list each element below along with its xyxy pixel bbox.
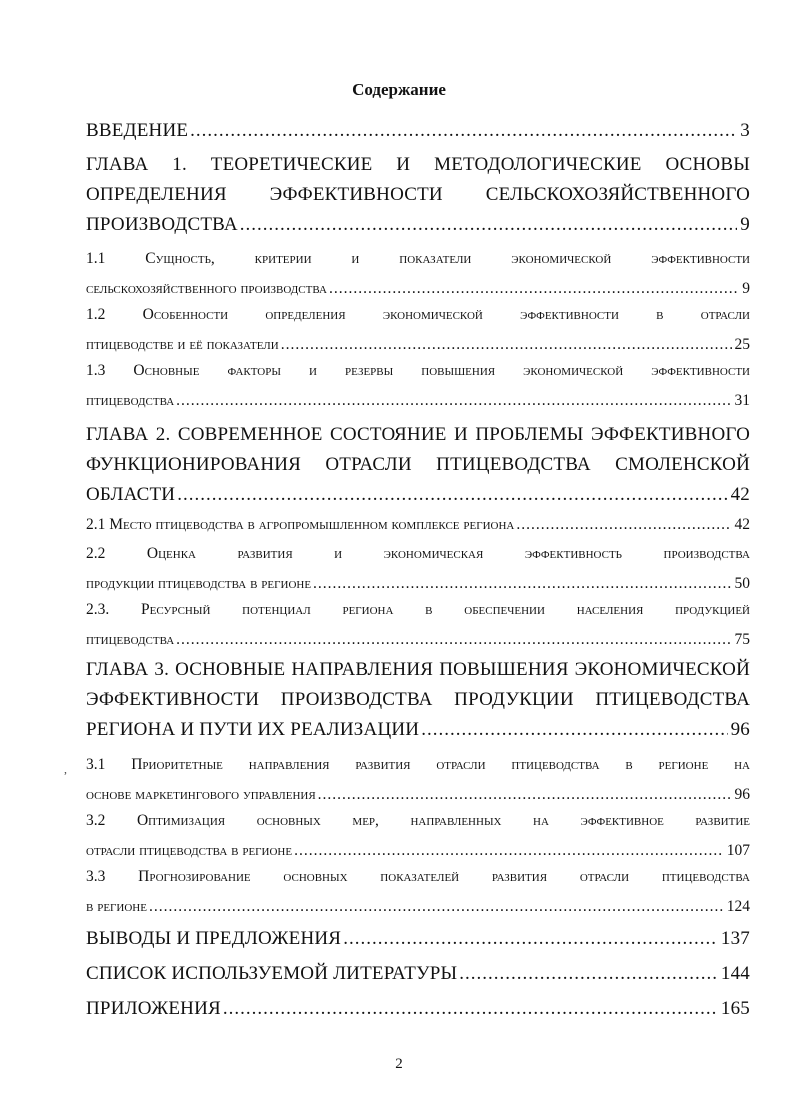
- toc-entry-section-3-3[interactable]: [86, 862, 750, 922]
- toc-entry-line: сельскохозяйственного производства: [86, 280, 327, 297]
- toc-entry-introduction[interactable]: [86, 116, 750, 146]
- toc-entry-line: ФУНКЦИОНИРОВАНИЯ ОТРАСЛИ ПТИЦЕВОДСТВА СМОЛЕНСКОЙ: [86, 454, 750, 475]
- dot-leader: [516, 510, 731, 540]
- toc-page-number: 3: [740, 120, 750, 141]
- toc-entry-line: 1.1 Сущность, критерии и показатели экономической эффективности: [86, 250, 750, 267]
- toc-page-number: 42: [730, 484, 750, 505]
- toc-entry-line: ГЛАВА 3. ОСНОВНЫЕ НАПРАВЛЕНИЯ ПОВЫШЕНИЯ ЭКОНОМИЧЕСКОЙ: [86, 659, 750, 680]
- page-title: Содержание: [352, 80, 446, 99]
- toc-entry-line: ГЛАВА 2. СОВРЕМЕННОЕ СОСТОЯНИЕ И ПРОБЛЕМЫ ЭФФЕКТИВНОГО: [86, 424, 750, 445]
- toc-page-number: 75: [734, 631, 750, 648]
- toc-entry-line: птицеводства: [86, 631, 175, 648]
- toc-entry-line: 3.2 Оптимизация основных мер, направленных на эффективное развитие: [86, 812, 750, 829]
- toc-page-number: 165: [720, 998, 750, 1019]
- toc-entry-line: 2.3. Ресурсный потенциал региона в обеспечении населения продукцией: [86, 601, 750, 618]
- toc-entry-section-3-2[interactable]: [86, 806, 750, 866]
- toc-entry-section-3-1[interactable]: [86, 750, 750, 810]
- toc-entry-section-1-1[interactable]: [86, 244, 750, 304]
- toc-entry-line: 3.3 Прогнозирование основных показателей развития отрасли птицеводства: [86, 868, 750, 885]
- toc-entry-section-1-3[interactable]: [86, 356, 750, 416]
- toc-entry-chapter-1[interactable]: [86, 150, 750, 240]
- dot-leader: [421, 715, 727, 745]
- scan-speck: ,: [64, 762, 67, 776]
- toc-entry-line: 1.3 Основные факторы и резервы повышения экономической эффективности: [86, 362, 750, 379]
- dot-leader: [223, 994, 718, 1024]
- toc-entry-line: птицеводстве и её показатели: [86, 336, 279, 353]
- dot-leader: [176, 386, 731, 416]
- toc-entry-line: отрасли птицеводства в регионе: [86, 842, 293, 859]
- toc-entry-line: птицеводства: [86, 392, 175, 409]
- toc-page-number: 137: [720, 928, 750, 949]
- toc-entry-line: 3.1 Приоритетные направления развития отрасли птицеводства в регионе на: [86, 756, 750, 773]
- toc-page-number: 42: [734, 516, 750, 533]
- toc-page-number: 25: [734, 336, 750, 353]
- dot-leader: [177, 480, 727, 510]
- toc-entry-chapter-2[interactable]: [86, 420, 750, 510]
- toc-entry-line: 2.2 Оценка развития и экономическая эффективность производства: [86, 545, 750, 562]
- toc-entry-appendices[interactable]: [86, 994, 750, 1024]
- toc-entry-line: РЕГИОНА И ПУТИ ИХ РЕАЛИЗАЦИИ: [86, 719, 420, 740]
- toc-entry-line: ЭФФЕКТИВНОСТИ ПРОИЗВОДСТВА ПРОДУКЦИИ ПТИЦЕВОДСТВА: [86, 689, 750, 710]
- toc-page-number: 96: [734, 786, 750, 803]
- toc-page-number: 107: [726, 842, 750, 859]
- toc-page-number: 31: [734, 392, 750, 409]
- toc-entry-chapter-3[interactable]: [86, 655, 750, 745]
- toc-entry-line: 1.2 Особенности определения экономической эффективности в отрасли: [86, 306, 750, 323]
- dot-leader: [459, 959, 718, 989]
- toc-entry-line: ГЛАВА 1. ТЕОРЕТИЧЕСКИЕ И МЕТОДОЛОГИЧЕСКИЕ ОСНОВЫ: [86, 154, 750, 175]
- toc-entry-text: ВВЕДЕНИЕ: [86, 120, 189, 141]
- toc-page-number: 124: [726, 898, 750, 915]
- toc-entry-line: 2.1 Место птицеводства в агропромышленном комплексе региона: [86, 516, 515, 533]
- toc-entry-text: ВЫВОДЫ И ПРЕДЛОЖЕНИЯ: [86, 928, 342, 949]
- toc-entry-references[interactable]: [86, 959, 750, 989]
- toc-entry-section-2-2[interactable]: [86, 539, 750, 599]
- toc-entry-conclusions[interactable]: [86, 924, 750, 954]
- dot-leader: [240, 210, 738, 240]
- toc-entry-text: ПРИЛОЖЕНИЯ: [86, 998, 221, 1019]
- dot-leader: [343, 924, 718, 954]
- page-number: 2: [395, 1056, 403, 1072]
- toc-entry-line: ПРОИЗВОДСТВА: [86, 214, 238, 235]
- toc-entry-line: продукции птицеводства в регионе: [86, 575, 312, 592]
- dot-leader: [190, 116, 737, 146]
- toc-entry-section-1-2[interactable]: [86, 300, 750, 360]
- toc-page-number: 96: [730, 719, 750, 740]
- toc-entry-section-2-3[interactable]: [86, 595, 750, 655]
- toc-entry-text: СПИСОК ИСПОЛЬЗУЕМОЙ ЛИТЕРАТУРЫ: [86, 963, 458, 984]
- toc-page-number: 9: [742, 280, 750, 297]
- toc-entry-line: ОПРЕДЕЛЕНИЯ ЭФФЕКТИВНОСТИ СЕЛЬСКОХОЗЯЙСТВЕННОГО: [86, 184, 750, 205]
- dot-leader: [149, 892, 724, 922]
- toc-page-number: 50: [734, 575, 750, 592]
- toc-entry-line: ОБЛАСТИ: [86, 484, 176, 505]
- dot-leader: [176, 625, 731, 655]
- toc-page-number: 144: [720, 963, 750, 984]
- toc-entry-line: основе маркетингового управления: [86, 786, 316, 803]
- toc-page-number: 9: [740, 214, 750, 235]
- toc-entry-section-2-1[interactable]: [86, 510, 750, 540]
- toc-entry-line: в регионе: [86, 898, 147, 915]
